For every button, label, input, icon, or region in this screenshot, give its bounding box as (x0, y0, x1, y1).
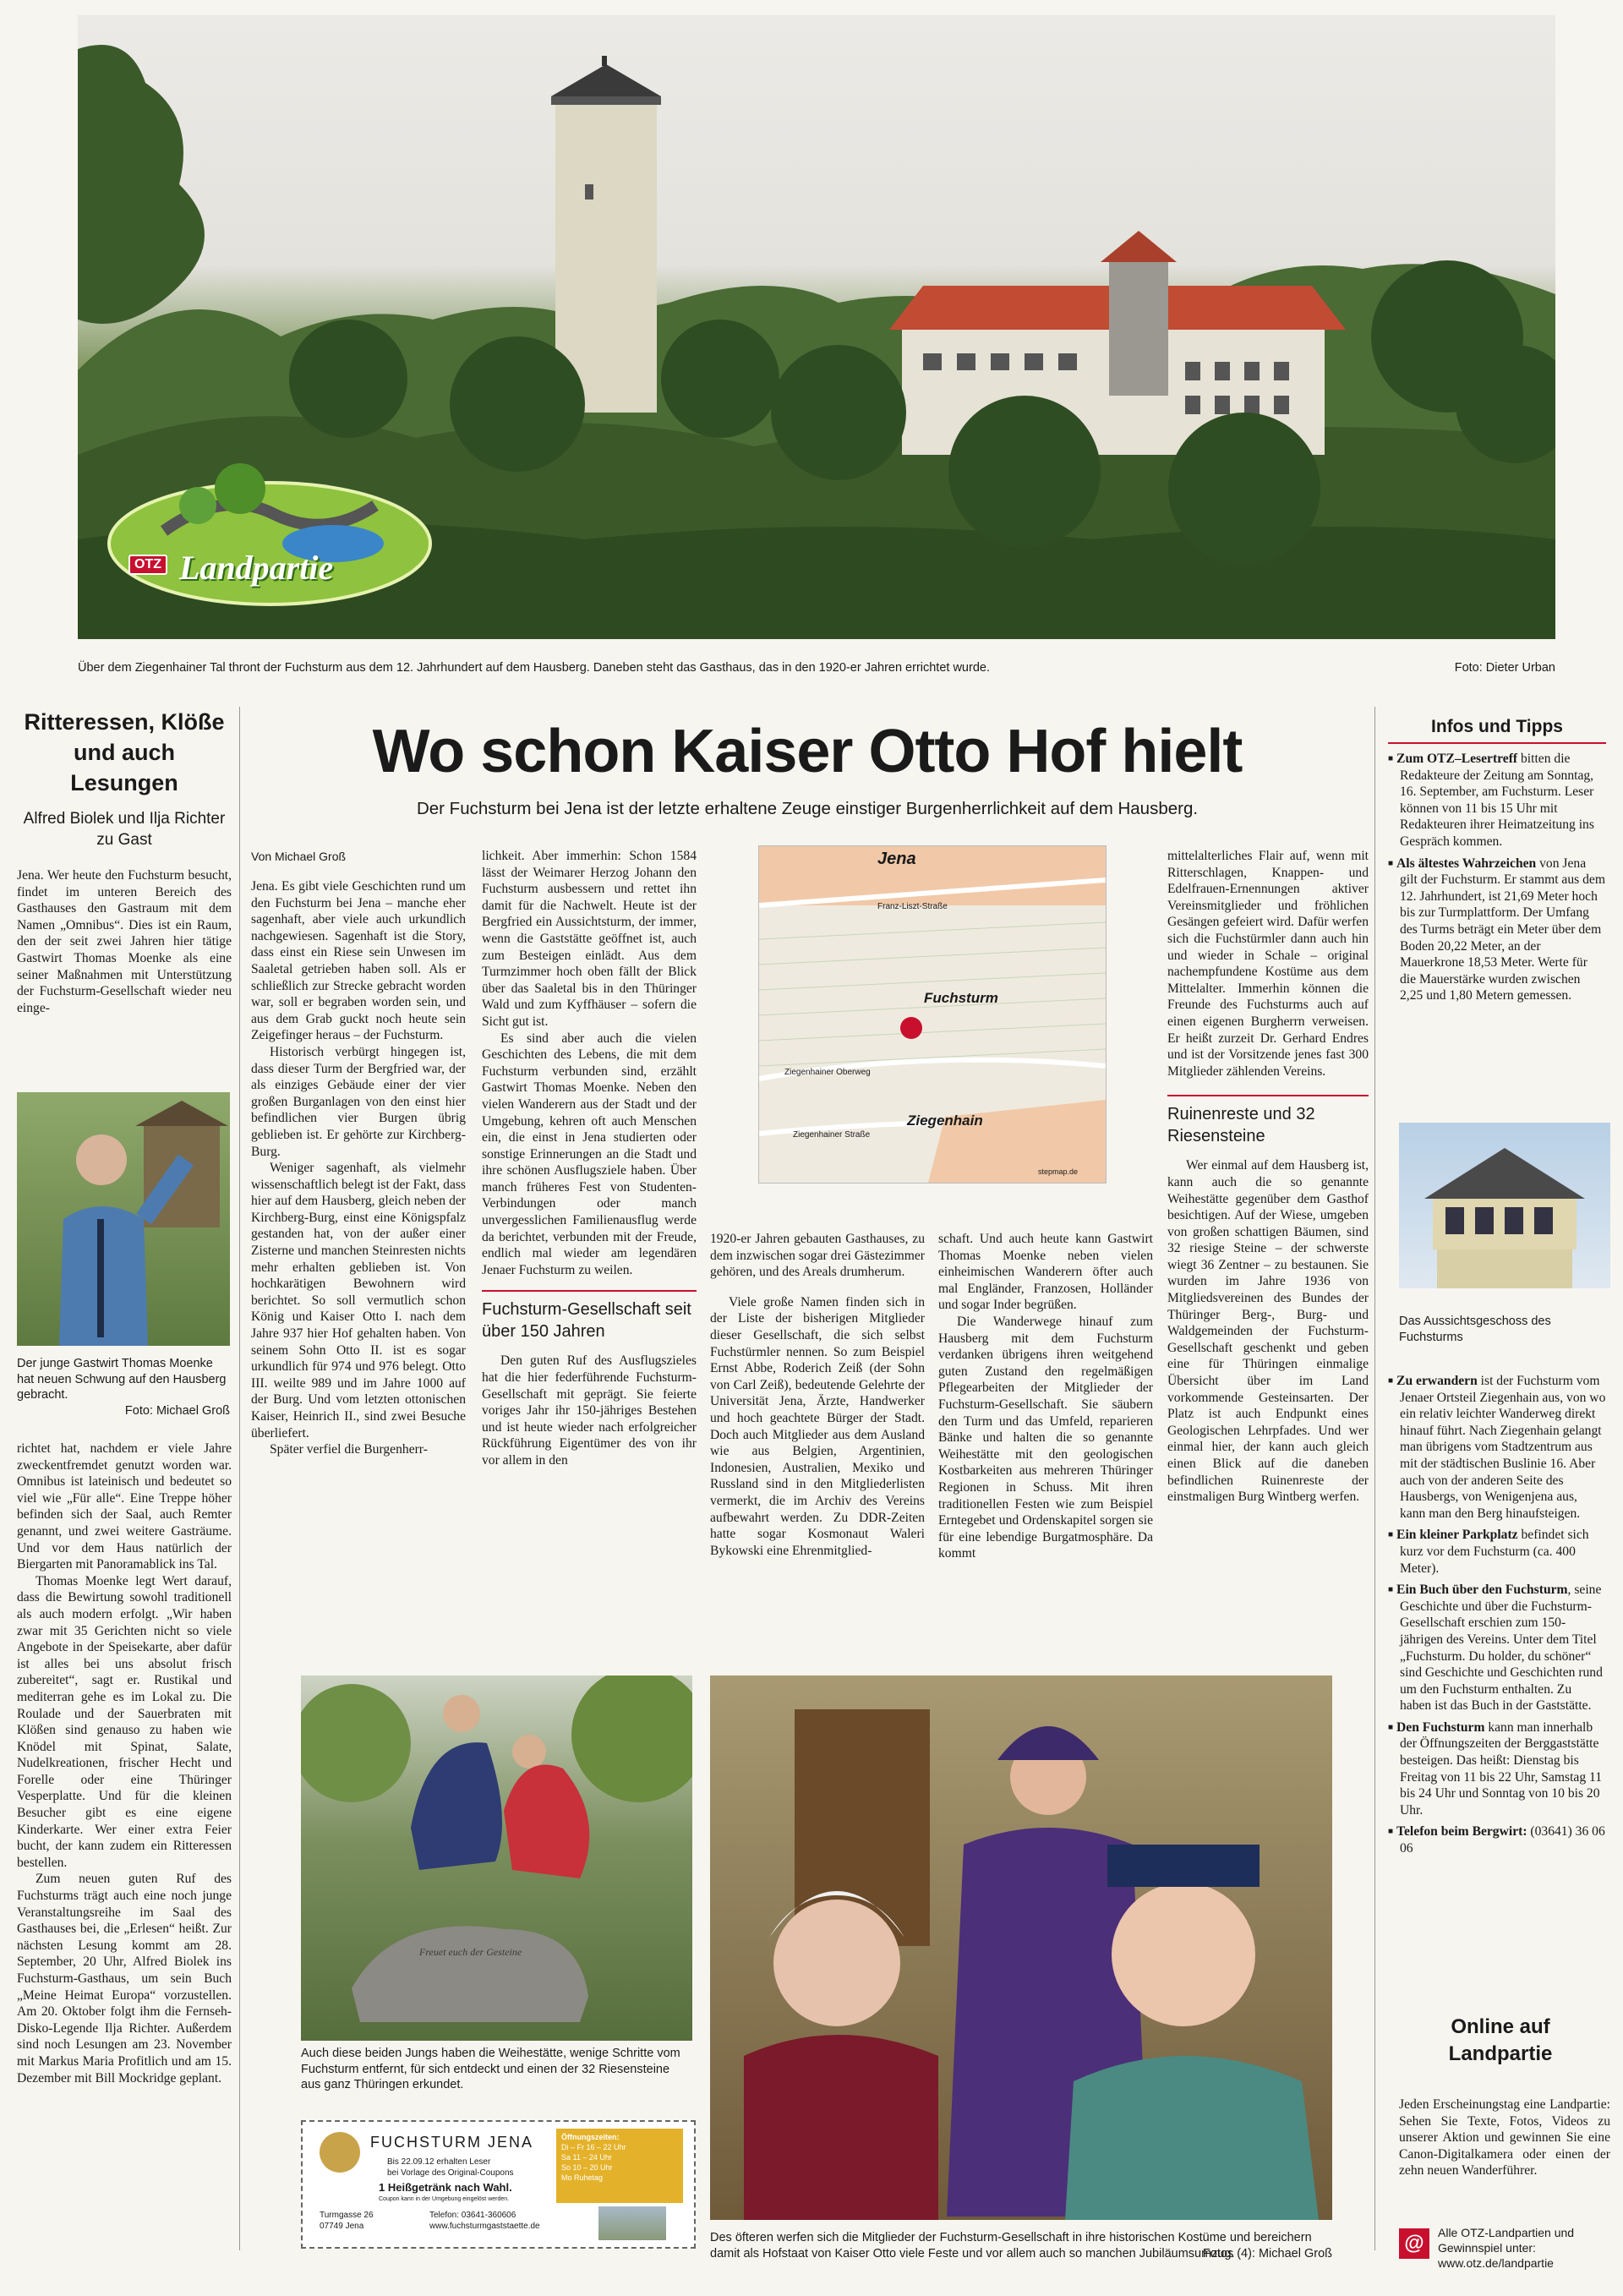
tip-item-head: Telefon beim Bergwirt: (1396, 1824, 1527, 1840)
landpartie-badge (105, 455, 434, 607)
costume-caption-credit: Fotos (4): Michael Groß (1202, 2246, 1332, 2260)
stone-text: Freuet euch der Gesteine (419, 1946, 522, 1958)
sidebar-left-cont (17, 1440, 232, 2086)
article-col-1 (251, 848, 466, 1458)
col4-para-2: Die Wanderwege hinauf zum Hausberg mit dem Fuchsturm verdanken übrigens ihren weitgehend guten Zustand den regelmäßigen Pflegearbeiten der Mitglieder der Fuchsturm-Gesellschaft. Sie säubern den Turm und das Umfeld, reparieren Bänke und halten die so genannte Weihestätte mit den geologischen Kostbarkeiten aus mehreren Thüringer Regionen in Schuss. Mit ihren traditionellen Festen wie zum Beispiel Erntegebet und Ordenskapitel sorgen sie für eine lebendige Burgatmosphäre. Da kommt (938, 1314, 1153, 1561)
tip-item (1396, 856, 1606, 1004)
col4-para-1: schaft. Und auch heute kann Gastwirt Thomas Moenke neben vielen einheimischen Wanderern öfter auch mal Engländer, Franzosen, Holländer und sogar Inder begrüßen. (938, 1232, 1153, 1313)
article-author: Von Michael Groß (251, 850, 347, 863)
tip-item-head: Ein kleiner Parkplatz (1396, 1528, 1518, 1543)
col3-para-1: 1920-er Jahren gebauten Gasthauses, zu dem inzwischen sogar drei Gästezimmer gehören, und des Areals drumherum. (710, 1232, 925, 1280)
online-footer-url[interactable]: www.otz.de/landpartie (1438, 2256, 1554, 2270)
boys-caption: Auch diese beiden Jungs haben die Weihestätte, wenige Schritte vom Fuchsturm entfernt, für sich entdeckt und einen der 32 Riesensteine aus ganz Thüringen erkundet. (301, 2047, 680, 2091)
coupon-offer: 1 Heißgetränk nach Wahl. (379, 2181, 512, 2194)
tip-item-head: Zu erwandern (1396, 1374, 1478, 1388)
article-col-5 (1167, 848, 1369, 1506)
tip-item-text: kann man innerhalb der Öffnungszeiten der Berggaststätte besteigen. Das heißt: Dienstag bis Freitag von 11 bis 22 Uhr, Samstag 11 bis 24 Uhr und Sonntag von 10 bis 20 Uhr. (1400, 1719, 1603, 1818)
tower-top-photo (1399, 1123, 1610, 1288)
section-head: Fuchsturm-Gesellschaft seit über 150 Jahren (482, 1300, 691, 1342)
sidebar-left (17, 707, 232, 1016)
location-map (758, 845, 1107, 1184)
coupon-line-2: bei Vorlage des Original-Coupons (387, 2168, 514, 2178)
col1-para-2: Historisch verbürgt hingegen ist, dass dieser Turm der Bergfried war, der als einziges Gebäude einer der vier großen Burganlagen von den einst hier befindlichen vier Burgen übrig geblieben ist. Er gehörte zur Kirchberg-Burg. (251, 1044, 466, 1159)
map-label-ziegenhain: Ziegenhain (907, 1112, 983, 1129)
tips-rule (1388, 742, 1606, 744)
map-label-street1: Franz-Liszt-Straße (877, 902, 948, 911)
col5-para-2: Wer einmal auf dem Hausberg ist, kann auch die so genannte Weihestätte gegenüber dem Gasthof besichtigen. Auf der Wiese, umgeben von großen schattigen Bäumen, sind 32 riesige Steine – der schwerste wiegt 36 Zentner – zu bestaunen. Sie wurden im Jahre 1936 von Mitgliedsvereinen des Bundes der Thüringer Berg-, Burg- und Waldgemeinden der Fuchsturm-Gesellschaft geschenkt und geben eine für Thüringen einmalige Übersicht über im Land vorkommende Gesteinsarten. Der Platz ist auch Endpunkt eines Geologischen Lehrpfades. Und wer einmal hier, der kann auch gleich einen Blick auf die daneben befindlichen Ruinenreste der einstmaligen Burg Wintberg werfen. (1167, 1158, 1369, 1505)
badge-brand: OTZ (128, 555, 167, 575)
coupon-logo-icon (320, 2132, 360, 2173)
sidebar-byline: Alfred Biolek und Ilja Richter zu Gast (23, 810, 226, 849)
coupon-address-1: Turmgasse 26 (320, 2211, 374, 2220)
tip-item-head: Den Fuchsturm (1396, 1719, 1485, 1735)
article-headline: Wo schon Kaiser Otto Hof hielt (372, 718, 1243, 785)
tip-item-text: , seine Geschichte und über die Fuchsturm-Gesellschaft erschien zum 150-jährigen des Vereins. Unter dem Titel „Fuchsturm. Du holder, du schöner“ sind Geschichte und Geschichten rund um den Fuchsturm enthalten. Zu haben ist das Buch in der Gaststätte. (1400, 1583, 1603, 1714)
tip-item-text: ist der Fuchsturm vom Jenaer Ortsteil Ziegenhain aus, von wo ein relativ leichter Wanderweg direkt hinauf führt. Nach Ziegenhain gelangt man übrigens vom Stadtzentrum aus mit der städtischen Buslinie 16. Aber auch von der anderen Seite des Hausbergs, von Wenigenjena aus, kann man den Berg hinaufsteigen. (1400, 1374, 1606, 1521)
hero-credit: Foto: Dieter Urban (1454, 661, 1555, 675)
tip-item (1396, 1373, 1606, 1522)
col2-para-2: Es sind aber auch die vielen Geschichten des Lebens, die mit dem Fuchsturm verbunden sind, erzählt Gastwirt Thomas Moenke. Neben den vielen Wanderern aus der Stadt und der Umgebung, kehren oft auch Menschen ein, die einst in Jena studierten oder sonstige Erinnerungen an die Stadt und ihre schönen Ausflugsziele haben. Über manch früheres Fest von Studenten-Verbindungen oder manch unvergesslichen Familienausflug werde da berichtet, verbunden mit der Freude, endlich mal wieder am legendären Jenaer Fuchsturm zu weilen. (482, 1030, 697, 1277)
map-label-fuchsturm: Fuchsturm (924, 990, 998, 1006)
col5-para-1: mittelalterliches Flair auf, wenn mit Ritterschlagen, Knappen- und Edelfrauen-Ernennungen aktiver Vereinsmitglieder und fröhlichen Gesängen gefeiert wird. Dafür werfen sich die Fuchstürmler dann auch hin und wieder in Schale – original nachempfundene Kostüme aus dem Mittelalter. Immerhin können die Freunde des Fuchsturms auch auf einen eigenen Burgherrn verweisen. Er heißt zurzeit Dr. Gerhard Endres und ist der Vorsitzende jenes fast 300 Mitglieder zählenden Vereins. (1167, 849, 1369, 1079)
online-text: Jeden Erscheinungstag eine Landpartie: Sehen Sie Texte, Fotos, Videos zu unserer Aktion und gewinnen Sie eine Canon-Digitalkamera oder einen der zehn neuen Wanderführer. (1399, 2097, 1610, 2178)
article-col-4 (938, 1231, 1153, 1562)
coupon-hours-2: Sa 11 – 24 Uhr (561, 2153, 612, 2162)
tips-list-bottom (1388, 1373, 1606, 1857)
article-col-2 (482, 848, 697, 1469)
tip-item (1396, 1582, 1606, 1714)
costume-photo (710, 1676, 1332, 2220)
tip-item (1396, 1823, 1606, 1856)
sidebar-para-3: Thomas Moenke legt Wert darauf, dass die Bewirtung sowohl traditionell als auch modern erfolgt. „Wir haben zwar mit 35 Gerichten nicht so viele Angebote in der Speisekarte, aber dafür ist alles bei uns absolut frisch zubereitet“, sagt er. Rustikal und mediterran gehe es im Lokal zu. Die Roulade und der Sauerbraten mit Klößen sind genauso zu haben wie Knödel mit Spinat, Salate, Nudelkreationen, frischer Hecht und Forelle oder eine Thüringer Vesperplatte. Und für die kleinen Besucher gibt es eine eigene Kinderkarte. Wer einer extra Feier bucht, der kann zudem ein Ritteressen bestellen. (17, 1573, 232, 1870)
coupon-hours-4: Mo Ruhetag (561, 2173, 604, 2182)
col1-para-1: Jena. Es gibt viele Geschichten rund um den Fuchsturm bei Jena – manche eher sagenhaft, aber viele auch urkundlich nachgewiesen. Sagenhaft ist die Story, dass einst ein Riese sein Unwesen im Saaletal getrieben haben soll. Als er schließlich zur Strecke gebracht worden war, soll er begraben worden sein, und aus dem Grab guckt noch heute sein Zeigefinger heraus – der Fuchsturm. (251, 879, 466, 1043)
sidebar-headline: Ritteressen, Klöße und auch Lesungen (24, 709, 225, 795)
boys-scene (301, 1676, 692, 2041)
sidebar-para-2: richtet hat, nachdem er viele Jahre zweckentfremdet genutzt worden war. Omnibus ist lateinisch und bedeutet so viel wie „Für alle“. Eine Treppe höher befinden sich der Saal, auch Remter genannt, und zwei weitere Gasträume. Und vor dem Haus natürlich der Biergarten mit Panoramablick ins Tal. (17, 1441, 232, 1572)
map-marker-icon (900, 1017, 922, 1039)
gastwirt-caption-text: Der junge Gastwirt Thomas Moenke hat neuen Schwung auf den Hausberg gebracht. (17, 1357, 227, 1402)
coupon-tower-icon (598, 2206, 666, 2240)
costume-caption-text: Des öfteren werfen sich die Mitglieder der Fuchsturm-Gesellschaft in ihre historischen Kostüme und bereichern damit als Hofstaat von Kaiser Otto viele Feste und vor allem auch so manchen Jubiläumsumzug. (710, 2231, 1312, 2260)
tip-item (1396, 1719, 1606, 1819)
coupon-hours-3: So 10 – 20 Uhr (561, 2163, 613, 2172)
tower-top-icon (1399, 1123, 1610, 1288)
hero-caption: Über dem Ziegenhainer Tal thront der Fuchsturm aus dem 12. Jahrhundert auf dem Hausberg. Daneben steht das Gasthaus, das in den 1920-er Jahren errichtet wurde. (78, 661, 990, 675)
coupon[interactable] (301, 2120, 696, 2249)
section-head-2: Ruinenreste und 32 Riesensteine (1167, 1105, 1315, 1146)
tip-item-head: Als ältestes Wahrzeichen (1396, 856, 1537, 871)
online-footer-text: Alle OTZ-Landpartien und Gewinnspiel unter: (1438, 2226, 1575, 2255)
tip-item-text: bitten die Redakteure der Zeitung am Sonntag, 16. September, am Fuchsturm. Leser können von 11 bis 15 Uhr mit Redakteuren ihrer Heimatzeitung ins Gespräch kommen. (1400, 752, 1594, 849)
sidebar-para-1: Jena. Wer heute den Fuchsturm besucht, findet im unteren Bereich des Gasthauses den Gastraum mit dem Namen „Omnibus“. Dies ist ein Raum, den der seit zwei Jahren hier tätige Gastwirt Thomas Moenke als eine seiner Maßnahmen mit Unterstützung der Fuchsturm-Gesellschaft wieder neu einge- (17, 868, 232, 1015)
online-footer[interactable] (1399, 2225, 1610, 2272)
sidebar-para-4: Zum neuen guten Ruf des Fuchsturms trägt auch eine noch junge Veranstaltungsreihe im Saal des Gasthauses bei, die „Erlesen“ heißt. Zur nächsten Lesung kommt am 28. September, 20 Uhr, Alfred Biolek ins Fuchsturm-Gasthaus, um sein Buch „Meine Heimat Europa“ vorzustellen. Am 20. Oktober folgt ihm die Fernseh-Disko-Legende Ilja Richter. Außerdem sind noch Lesungen am 23. November mit Markus Maria Profitlich und am 15. Dezember mit Bill Mockridge geplant. (17, 1872, 232, 2086)
divider-right (1374, 707, 1375, 2250)
tower-top-caption: Das Aussichtsgeschoss des Fuchsturms (1399, 1315, 1551, 1344)
col1-para-4: Später verfiel die Burgenherr- (270, 1442, 428, 1457)
badge-title: Landpartie (179, 549, 334, 587)
tips-sidebar (1388, 715, 1606, 1009)
col2-para-1: lichkeit. Aber immerhin: Schon 1584 lässt der Weimarer Herzog Johann den Fuchsturm ausbessern und rettet ihn damit für die Nachwelt. Heute ist der Bergfried ein Aussichtsturm, der immer, wenn die Gaststätte geöffnet ist, auch zum Besteigen einlädt. Aus dem Turmzimmer hoch oben fällt der Blick über das Saaletal bis in den Thüringer Wald und zum Kyffhäuser – sofern die Sicht gut ist. (482, 849, 697, 1029)
coupon-web: www.fuchsturmgaststaette.de (429, 2222, 540, 2231)
col1-para-3: Weniger sagenhaft, als vielmehr wissenschaftlich belegt ist der Fakt, dass hier auf dem Hausberg, gleich neben der Kirchberg-Burg, einst eine Königspfalz gestanden hat, von der außer einer Zisterne und manchen Steinresten nichts mehr erhalten geblieben ist. Von hochkarätigen Bewohnern wird berichtet. So soll vermutlich schon König und Kaiser Otto I. nach dem Jahre 937 hier Hof gehalten haben. Von seinem Sohn Otto II. ist es sogar urkundlich für 974 und 976 belegt. Otto III. weilte 989 und im Jahre 1000 auf der Burg. Und vom letzten ottonischen Kaiser, Heinrich II., sind zwei Besuche überliefert. (251, 1161, 466, 1440)
map-label-street2: Ziegenhainer Straße (793, 1130, 871, 1140)
coupon-address-2: 07749 Jena (320, 2222, 364, 2231)
coupon-title: FUCHSTURM JENA (370, 2134, 533, 2151)
at-icon: @ (1399, 2228, 1429, 2259)
divider-left (239, 707, 240, 2250)
article-subhead: Der Fuchsturm bei Jena ist der letzte erhaltene Zeuge einstiger Burgenherrlichkeit auf dem Hausberg. (416, 799, 1199, 818)
gastwirt-figure (17, 1092, 230, 1346)
tip-item (1396, 1527, 1606, 1577)
tips-sidebar-bottom (1388, 1373, 1606, 1862)
online-heading: Online auf Landpartie (1448, 2015, 1553, 2065)
gastwirt-photo (17, 1092, 230, 1346)
hero-photo (78, 15, 1555, 639)
tip-item (1396, 751, 1606, 850)
coupon-hours-title: Öffnungszeiten: (561, 2133, 620, 2141)
map-label-jena: Jena (877, 850, 916, 868)
tip-item-text: von Jena gilt der Fuchsturm. Er stammt aus dem 12. Jahrhundert, ist 21,69 Meter hoch bis zur Turmplattform. Der Umfang des Turms beträgt ein Meter über dem Boden 20,22 Meter, an der Mauerkrone 18,53 Meter. Werte für die Mauerstärke wurden zwischen 2,25 und 1,80 Metern gemessen. (1400, 856, 1605, 1003)
coupon-phone: Telefon: 03641-360606 (429, 2211, 516, 2220)
map-label-oberweg: Ziegenhainer Oberweg (784, 1068, 871, 1077)
costume-caption (710, 2230, 1332, 2261)
coupon-hours-1: Di – Fr 16 – 22 Uhr (561, 2143, 626, 2151)
tip-item-text: (03641) 36 06 06 (1400, 1824, 1605, 1856)
col2-para-3: Den guten Ruf des Ausflugszieles hat die hier federführende Fuchsturm-Gesellschaft mit geprägt. Sie feierte voriges Jahr ihr 150-jähriges Bestehen und ist heute wieder nach erfolgreicher Rückführung Eigentümer des von ihr vor allem in den (482, 1353, 697, 1468)
gastwirt-caption (17, 1356, 230, 1419)
coupon-line-1: Bis 22.09.12 erhalten Leser (387, 2157, 491, 2167)
costume-scene (710, 1676, 1332, 2220)
coupon-hours (556, 2129, 683, 2203)
tip-item-head: Zum OTZ–Lesertreff (1396, 752, 1518, 766)
tips-list-top (1388, 751, 1606, 1004)
coupon-fine: Coupon kann in der Umgebung eingelöst werden. (379, 2196, 510, 2202)
tip-item-head: Ein Buch über den Fuchsturm (1396, 1583, 1568, 1598)
section-rule (482, 1290, 697, 1292)
section-rule-2 (1167, 1095, 1369, 1096)
article-col-3 (710, 1231, 925, 1559)
boys-photo (301, 1676, 692, 2041)
gastwirt-caption-credit: Foto: Michael Groß (124, 1403, 230, 1418)
col3-para-2: Viele große Namen finden sich in der Liste der bisherigen Mitglieder dieser Gesellschaft, die sich selbst Fuchstürmler nennen. So zum Beispiel Ernst Abbe, Roderich Zeiß (der Sohn von Carl Zeiß), bedeutende Gelehrte der Universität Jena, Ärzte, Handwerker und hoch geachtete Bürger der Stadt. Doch auch Mitglieder aus dem Ausland wie aus Belgien, Argentinien, Indonesien, Australien, Mexiko und Russland sind in den Mitgliederlisten vermerkt, die im Archiv des Vereins aufbewahrt werden. Zu DDR-Zeiten hatte sogar Kosmonaut Waleri Bykowski eine Ehrenmitglied- (710, 1294, 925, 1558)
tips-heading: Infos und Tipps (1431, 717, 1563, 736)
tip-item-text: befindet sich kurz vor dem Fuchsturm (ca. 400 Meter). (1400, 1528, 1589, 1576)
map-label-credit: stepmap.de (1038, 1167, 1079, 1176)
